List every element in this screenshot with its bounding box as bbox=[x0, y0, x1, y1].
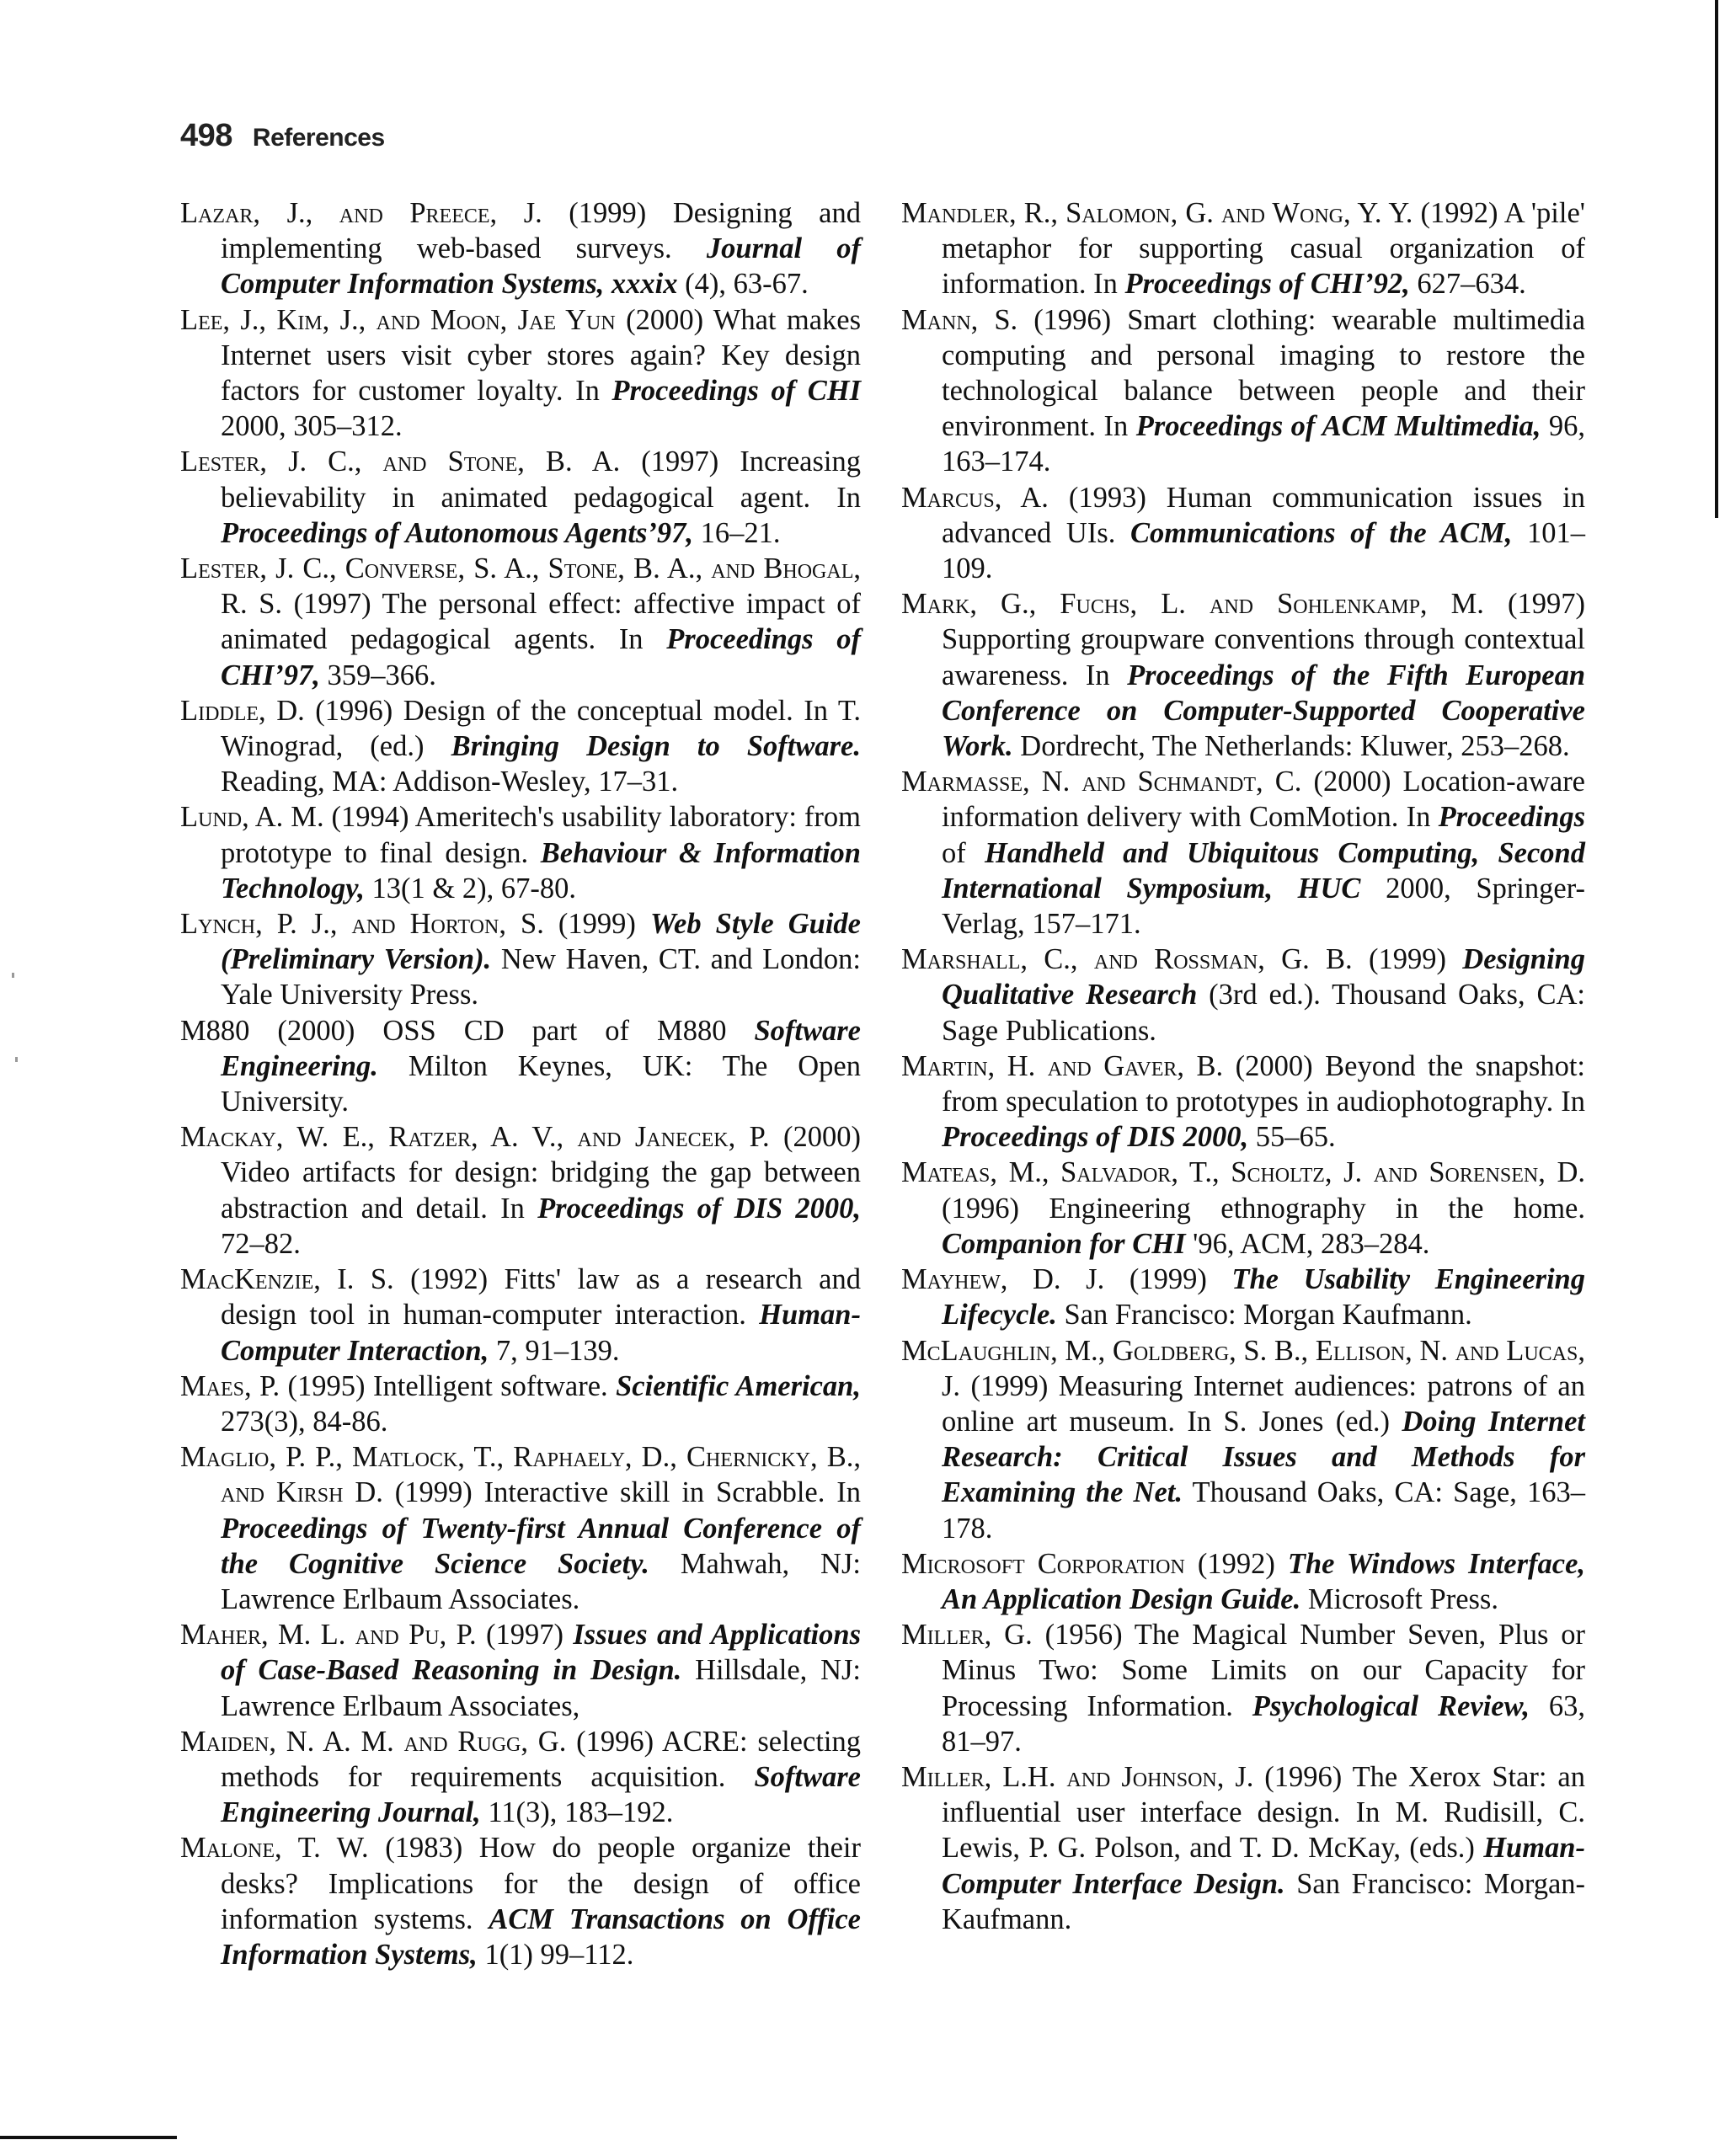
reference-entry bbox=[901, 302, 1585, 480]
reference-source-title: Psychological Review, bbox=[1252, 1689, 1530, 1722]
reference-authors: Miller, L.H. and Johnson, J. bbox=[901, 1760, 1254, 1793]
reference-text: 16–21. bbox=[693, 516, 781, 549]
reference-text: 273(3), 84-86. bbox=[221, 1405, 388, 1438]
reference-entry bbox=[180, 1262, 861, 1369]
reference-text: San Francisco: Morgan-Kaufmann. bbox=[942, 1867, 1585, 1935]
reference-text: 11(3), 183–192. bbox=[480, 1796, 674, 1829]
reference-entry bbox=[901, 1617, 1585, 1759]
reference-authors: Marmasse, N. and Schmandt, C. bbox=[901, 766, 1302, 798]
reference-source-title: Proceedings of DIS 2000, bbox=[537, 1192, 862, 1225]
reference-text: 627–634. bbox=[1409, 268, 1526, 301]
reference-source-title: Companion for CHI bbox=[942, 1227, 1186, 1260]
reference-text: (1997) Supporting groupware conventions through contextual awareness. In bbox=[942, 588, 1585, 691]
reference-authors: Maiden, N. A. M. and Rugg, G. bbox=[180, 1725, 567, 1758]
reference-source-title: The Usability Engineering Lifecycle. bbox=[942, 1263, 1585, 1331]
reference-text: (1995) Intelligent software. bbox=[280, 1369, 617, 1402]
footer-rule bbox=[0, 2136, 177, 2139]
reference-entry bbox=[180, 1013, 861, 1120]
reference-authors: Lazar, J., and Preece, J. bbox=[180, 197, 542, 229]
reference-text: San Francisco: Morgan Kaufmann. bbox=[1056, 1299, 1472, 1331]
reference-text: Microsoft Press. bbox=[1300, 1582, 1498, 1615]
reference-authors: Mark, G., Fuchs, L. and Sohlenkamp, M. bbox=[901, 588, 1484, 621]
reference-authors: Lund, A. M. bbox=[180, 801, 324, 834]
reference-source-title: ACM Transactions on Office Information Systems, bbox=[221, 1903, 861, 1971]
reference-source-title: Proceedings of the Fifth European Conference on Computer-Supported Cooperative Work. bbox=[942, 659, 1586, 763]
reference-text: 2000, Springer-Verlag, 157–171. bbox=[942, 872, 1585, 941]
reference-text: (3rd ed.). Thousand Oaks, CA: Sage Publications. bbox=[942, 979, 1585, 1047]
reference-text: Dordrecht, The Netherlands: Kluwer, 253–268. bbox=[1012, 730, 1570, 763]
reference-source-title: Designing Qualitative Research bbox=[942, 943, 1585, 1011]
reference-authors: Malone, T. W. bbox=[180, 1832, 369, 1865]
reference-authors: Lester, J. C., and Stone, B. A. bbox=[180, 446, 621, 478]
reference-text: (1992) Fitts' law as a research and design tool in human-computer interaction. bbox=[221, 1263, 861, 1331]
reference-entry bbox=[901, 942, 1585, 1049]
reference-text: Reading, MA: Addison-Wesley, 17–31. bbox=[221, 766, 679, 798]
reference-authors: Maher, M. L. and Pu, P. bbox=[180, 1619, 477, 1652]
reference-source-title: Proceedings of ACM Multimedia, bbox=[1135, 410, 1541, 443]
reference-source-title: Proceedings of Autonomous Agents’97, bbox=[221, 516, 693, 549]
reference-authors: Mandler, R., Salomon, G. and Wong, Y. Y. bbox=[901, 197, 1413, 229]
reference-text: M880 (2000) OSS CD part of M880 bbox=[180, 1014, 755, 1047]
reference-source-title: Proceedings of CHI’92, bbox=[1124, 268, 1410, 301]
reference-authors: McLaughlin, M., Goldberg, S. B., Ellison, N. and Lucas, J. bbox=[901, 1334, 1585, 1402]
reference-column-right bbox=[901, 195, 1585, 1937]
reference-authors: Martin, H. and Gaver, B. bbox=[901, 1049, 1224, 1082]
reference-text: 72–82. bbox=[221, 1227, 301, 1260]
reference-entry bbox=[180, 799, 861, 906]
reference-source-title: Doing Internet Research: Critical Issues and Methods for Examining the Net. bbox=[942, 1405, 1585, 1509]
reference-text: 7, 91–139. bbox=[489, 1334, 620, 1367]
reference-text: of bbox=[942, 836, 985, 869]
scan-speck bbox=[15, 1057, 18, 1062]
reference-source-title: Proceedings of Twenty-first Annual Conference of the Cognitive Science Society. bbox=[221, 1512, 861, 1580]
reference-text: 63, 81–97. bbox=[942, 1689, 1585, 1758]
reference-authors: Marcus, A. bbox=[901, 481, 1049, 514]
reference-source-title: Bringing Design to Software. bbox=[451, 730, 861, 763]
reference-source-title: Proceedings of CHI’97, bbox=[221, 623, 861, 691]
reference-text: (1983) How do people organize their desks? Implications for the design of office information systems. bbox=[221, 1832, 861, 1935]
reference-entry bbox=[901, 1333, 1585, 1546]
reference-entry bbox=[901, 1262, 1585, 1332]
reference-entry bbox=[901, 195, 1585, 302]
reference-source-title: Human-Computer Interface Design. bbox=[942, 1832, 1585, 1900]
reference-text: 2000, 305–312. bbox=[221, 410, 403, 443]
reference-authors: Maglio, P. P., Matlock, T., Raphaely, D., Chernicky, B., and Kirsh D. bbox=[180, 1441, 861, 1509]
reference-text: 359–366. bbox=[319, 659, 436, 691]
reference-authors: Lynch, P. J., and Horton, S. bbox=[180, 908, 544, 941]
reference-text: (1992) bbox=[1184, 1547, 1288, 1580]
reference-text: (1999) Measuring Internet audiences: patrons of an online art museum. In S. Jones (ed.) bbox=[942, 1369, 1585, 1438]
reference-authors: Maes, P. bbox=[180, 1369, 280, 1402]
reference-source-title: Behaviour & Information Technology, bbox=[221, 836, 861, 905]
reference-text: (2000) Location-aware information delivery with ComMotion. In bbox=[942, 766, 1585, 834]
reference-text: Milton Keynes, UK: The Open University. bbox=[221, 1049, 861, 1118]
reference-authors: Mackay, W. E., Ratzer, A. V., and Janecek, P. bbox=[180, 1121, 770, 1154]
reference-entry bbox=[180, 444, 861, 551]
reference-authors: MacKenzie, I. S. bbox=[180, 1263, 394, 1296]
reference-entry bbox=[180, 693, 861, 800]
running-head: References bbox=[252, 124, 385, 152]
reference-authors: Lee, J., Kim, J., and Moon, Jae Yun bbox=[180, 303, 616, 336]
reference-text: 55–65. bbox=[1248, 1121, 1336, 1154]
reference-source-title: Software Engineering Journal, bbox=[221, 1760, 861, 1829]
reference-text: (1994) Ameritech's usability laboratory: from prototype to final design. bbox=[221, 801, 861, 869]
reference-entry bbox=[901, 586, 1585, 764]
reference-text: (2000) Beyond the snapshot: from speculation to prototypes in audiophotography. In bbox=[942, 1049, 1585, 1118]
reference-source-title: Handheld and Ubiquitous Computing, Second International Symposium, HUC bbox=[942, 836, 1585, 905]
reference-text: 101–109. bbox=[942, 516, 1585, 585]
reference-entry bbox=[180, 1369, 861, 1439]
reference-source-title: Proceedings bbox=[1438, 801, 1585, 834]
reference-source-title: Journal of Computer Information Systems, xxxix bbox=[221, 232, 861, 301]
page-edge-rule bbox=[1715, 0, 1718, 518]
reference-text: (1992) A 'pile' metaphor for supporting casual organization of information. In bbox=[942, 197, 1585, 301]
reference-text: (1996) Smart clothing: wearable multimedia computing and personal imaging to restore the technological balance between people and their environment. In bbox=[942, 303, 1586, 443]
reference-authors: Mayhew, D. J. bbox=[901, 1263, 1105, 1296]
reference-text: (1997) bbox=[476, 1619, 574, 1652]
reference-text: (2000) Video artifacts for design: bridging the gap between abstraction and detail. In bbox=[221, 1121, 861, 1225]
reference-authors: Miller, G. bbox=[901, 1619, 1033, 1652]
page-number: 498 bbox=[180, 118, 232, 153]
reference-text: '96, ACM, 283–284. bbox=[1185, 1227, 1430, 1260]
reference-entry bbox=[901, 1759, 1585, 1937]
reference-text: (1996) ACRE: selecting methods for requirements acquisition. bbox=[221, 1725, 861, 1793]
reference-text: (1997) The personal effect: affective impact of animated pedagogical agents. In bbox=[221, 588, 861, 656]
reference-entry bbox=[180, 195, 861, 302]
reference-source-title: Proceedings of CHI bbox=[611, 375, 861, 408]
reference-text: (1996) Engineering ethnography in the home. bbox=[942, 1192, 1585, 1225]
reference-text: (1956) The Magical Number Seven, Plus or Minus Two: Some Limits on our Capacity for Processing Information. bbox=[942, 1619, 1586, 1722]
reference-entry bbox=[180, 1119, 861, 1262]
reference-text: (1996) Design of the conceptual model. In T. Winograd, (ed.) bbox=[221, 694, 861, 763]
reference-entry bbox=[180, 906, 861, 1013]
reference-text: (4), 63-67. bbox=[677, 268, 809, 301]
reference-source-title: Issues and Applications of Case-Based Reasoning in Design. bbox=[221, 1619, 862, 1687]
reference-text: (1999) bbox=[1104, 1263, 1232, 1296]
page-header bbox=[180, 118, 385, 154]
reference-entry bbox=[901, 1546, 1585, 1617]
reference-entry bbox=[180, 1724, 861, 1831]
reference-entry bbox=[180, 1617, 861, 1724]
reference-source-title: Software Engineering. bbox=[221, 1014, 861, 1082]
reference-source-title: Scientific American, bbox=[616, 1369, 861, 1402]
reference-authors: Liddle, D. bbox=[180, 694, 305, 727]
reference-text: 96, 163–174. bbox=[942, 410, 1586, 478]
reference-text: Hillsdale, NJ: Lawrence Erlbaum Associates, bbox=[221, 1654, 861, 1722]
reference-text: Thousand Oaks, CA: Sage, 163–178. bbox=[942, 1476, 1585, 1545]
reference-text: (1997) Increasing believability in animated pedagogical agent. In bbox=[221, 446, 861, 514]
reference-entry bbox=[901, 480, 1585, 587]
reference-text: 13(1 & 2), 67-80. bbox=[364, 872, 576, 905]
reference-text: (1999) Interactive skill in Scrabble. In bbox=[382, 1476, 861, 1509]
reference-entry bbox=[180, 1439, 861, 1617]
reference-authors: Mann, S. bbox=[901, 303, 1018, 336]
reference-column-left bbox=[180, 195, 861, 1972]
reference-text: (1999) bbox=[543, 908, 650, 941]
reference-authors: Marshall, C., and Rossman, G. B. bbox=[901, 943, 1353, 976]
reference-entry bbox=[180, 551, 861, 693]
reference-entry bbox=[901, 1049, 1585, 1155]
reference-authors: Mateas, M., Salvador, T., Scholtz, J. and Sorensen, D. bbox=[901, 1156, 1585, 1189]
reference-entry bbox=[901, 1155, 1585, 1262]
reference-authors: Lester, J. C., Converse, S. A., Stone, B. A., and Bhogal, R. S. bbox=[180, 552, 861, 621]
reference-source-title: Communications of the ACM, bbox=[1130, 516, 1513, 549]
reference-entry bbox=[180, 302, 861, 445]
reference-text: (1996) The Xerox Star: an influential user interface design. In M. Rudisill, C. Lewis, P. G. Polson, and T. D. McKay, (eds.) bbox=[942, 1760, 1585, 1865]
reference-text: (1999) bbox=[1352, 943, 1463, 976]
reference-source-title: Web Style Guide (Preliminary Version). bbox=[221, 908, 861, 976]
reference-source-title: The Windows Interface, An Application Design Guide. bbox=[942, 1547, 1586, 1615]
reference-source-title: Proceedings of DIS 2000, bbox=[942, 1121, 1249, 1154]
reference-text: Mahwah, NJ: Lawrence Erlbaum Associates. bbox=[221, 1547, 861, 1615]
reference-text: (1993) Human communication issues in advanced UIs. bbox=[942, 481, 1585, 549]
scan-speck bbox=[12, 973, 14, 978]
reference-entry bbox=[180, 1830, 861, 1972]
reference-text: (1999) Designing and implementing web-based surveys. bbox=[221, 197, 861, 265]
reference-source-title: Human-Computer Interaction, bbox=[221, 1299, 861, 1367]
reference-authors: Microsoft Corporation bbox=[901, 1547, 1185, 1580]
reference-text: 1(1) 99–112. bbox=[477, 1938, 634, 1971]
reference-entry bbox=[901, 764, 1585, 942]
reference-text: (2000) What makes Internet users visit cyber stores again? Key design factors for customer loyalty. In bbox=[221, 303, 861, 408]
reference-text: New Haven, CT. and London: Yale University Press. bbox=[221, 943, 861, 1011]
